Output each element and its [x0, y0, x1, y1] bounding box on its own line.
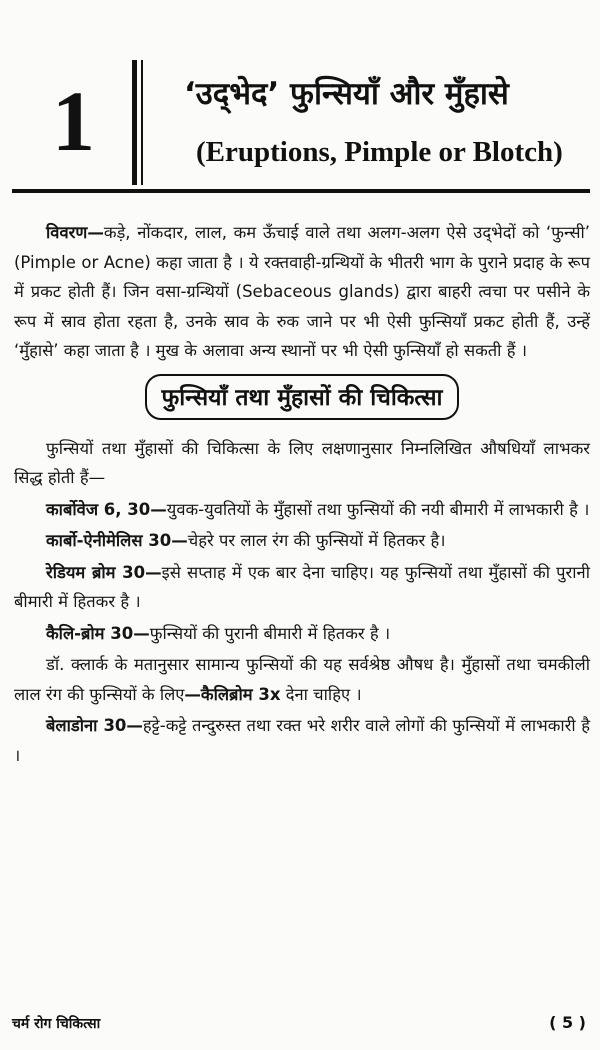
- intro-lead: विवरण: [46, 223, 88, 242]
- chapter-divider-bar-thin: [141, 60, 143, 185]
- chapter-header: [0, 40, 600, 190]
- medicine-dash: —: [126, 716, 143, 735]
- medicine-text: चेहरे पर लाल रंग की फुन्सियों में हितकर है।: [187, 531, 446, 550]
- medicine-entry-belladonna: [14, 711, 590, 770]
- medicine-entry: [14, 495, 590, 525]
- header-rule: [12, 189, 590, 193]
- medicine-dash: —: [145, 562, 162, 582]
- section-intro: फुन्सियों तथा मुँहासों की चिकित्सा के लिए लक्षणानुसार निम्नलिखित औषधियाँ लाभकर सिद्ध होती हैं—: [14, 438, 590, 487]
- footer-page-number: ( 5 ): [549, 1013, 586, 1032]
- intro-text: कड़े, नोंकदार, लाल, कम ऊँचाई वाले तथा अलग-अलग ऐसे उद्‌भेदों को ‘फुन्सी’ (Pimple or Acne) कहा जाता है । ये रक्तवाही-ग्रन्थियों के भीतरी भाग के पुराने प्रदाह के रूप में प्रकट होती हैं। जिन वसा-ग्रन्थियों (Sebaceous glands) द्वारा बाहरी त्वचा पर पसीने के रूप में स्राव होता रहता है, उनके स्राव के रुक जाने पर भी ऐसी फुन्सियाँ प्रकट होती हैं, उन्हें ‘मुँहासे’ कहा जाता है । मुख के अलावा अन्य स्थानों पर भी ऐसी फुन्सियाँ हो सकती हैं ।: [14, 223, 590, 360]
- medicine-name: कार्बो-ऐनीमेलिस 30: [46, 531, 172, 550]
- clarke-note-text-after: देना चाहिए ।: [280, 684, 362, 704]
- section-heading: फुन्सियाँ तथा मुँहासों की चिकित्सा: [145, 374, 458, 420]
- medicine-text: फुन्सियों की पुरानी बीमारी में हितकर है ।: [149, 623, 391, 643]
- intro-dash: —: [87, 223, 104, 242]
- medicine-dash: —: [171, 531, 188, 550]
- medicine-dash: —: [150, 499, 167, 519]
- chapter-title-hindi: ‘उद्‌भेद’ फुन्सियाँ और मुँहासे: [184, 76, 509, 112]
- medicine-dash: —: [133, 623, 150, 643]
- clarke-note: [14, 650, 590, 709]
- medicine-name: बेलाडोना 30: [46, 716, 127, 735]
- clarke-note-text: डॉ. क्लार्क के मतानुसार सामान्य फुन्सियों की यह सर्वश्रेष्ठ औषध है। मुँहासों तथा चमकीली लाल रंग की फुन्सियों के लिए: [14, 655, 590, 704]
- chapter-number: 1: [52, 73, 95, 169]
- medicine-entry: [14, 619, 590, 649]
- medicine-name: कैलि-ब्रोम 30: [46, 623, 134, 643]
- medicine-name: रेडियम ब्रोम 30: [46, 562, 146, 582]
- clarke-note-medicine: कैलिब्रोम 3x: [200, 684, 281, 704]
- medicine-entry: [14, 558, 590, 617]
- body-text: [14, 218, 590, 770]
- chapter-title-english: (Eruptions, Pimple or Blotch): [196, 136, 563, 168]
- medicine-text: इसे सप्ताह में एक बार देना चाहिए। यह फुन्सियों तथा मुँहासों की पुरानी बीमारी में हितकर है ।: [14, 562, 590, 611]
- intro-paragraph: [14, 218, 590, 366]
- chapter-divider-bar: [132, 60, 137, 185]
- footer-book-title: चर्म रोग चिकित्सा: [12, 1016, 101, 1032]
- medicine-text: युवक-युवतियों के मुँहासों तथा फुन्सियों की नयी बीमारी में लाभकारी है ।: [166, 499, 590, 519]
- medicine-entry: [14, 526, 590, 556]
- section-heading-wrap: [14, 374, 590, 420]
- medicine-text: हट्टे-कट्टे तन्दुरुस्त तथा रक्त भरे शरीर वाले लोगों की फुन्सियों में लाभकारी है ।: [14, 716, 590, 765]
- clarke-note-dash: —: [184, 684, 201, 704]
- medicine-name: कार्बोवेज 6, 30: [46, 499, 151, 519]
